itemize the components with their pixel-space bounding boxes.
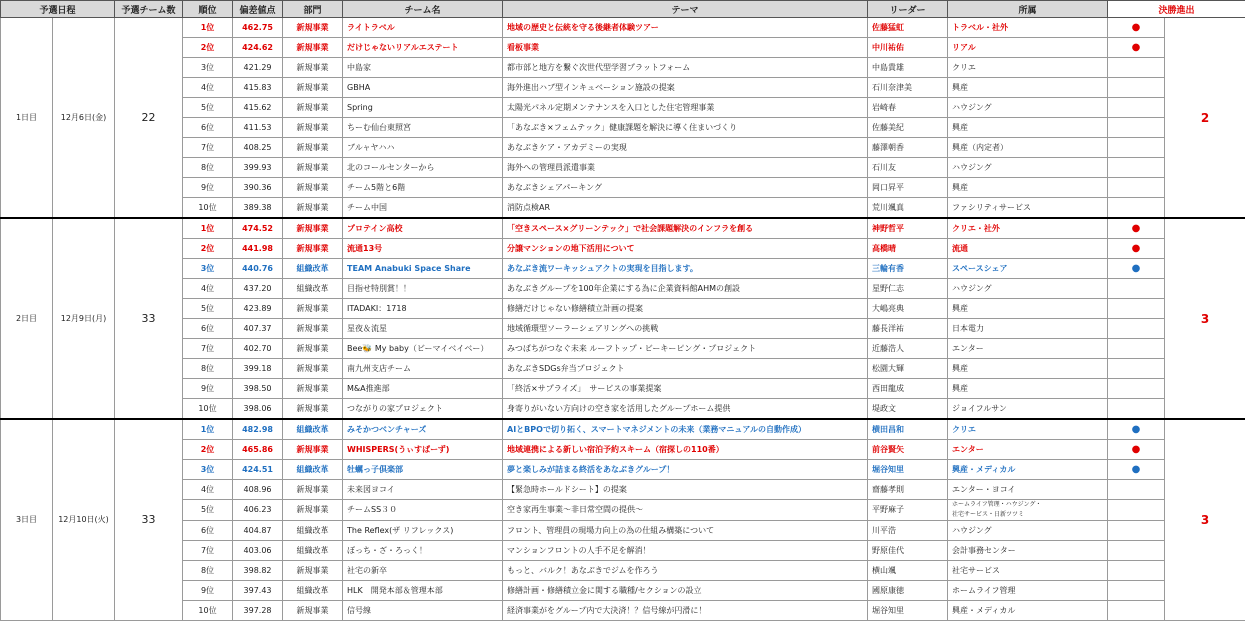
theme-cell: 分譲マンションの地下活用について	[503, 239, 868, 259]
team-name-cell: GBHA	[343, 78, 503, 98]
header-score: 偏差値点	[233, 1, 283, 18]
dept-cell: 新規事業	[283, 299, 343, 319]
header-leader: リーダー	[868, 1, 948, 18]
affiliation-cell: リアル	[948, 38, 1108, 58]
day-date: 12月10日(火)	[53, 419, 115, 621]
leader-cell: 横山颯	[868, 561, 948, 581]
theme-cell: AIとBPOで切り拓く、スマートマネジメントの未来（業務マニュアルの自動作成）	[503, 419, 868, 440]
leader-cell: 野原佳代	[868, 541, 948, 561]
theme-cell: 修繕だけじゃない修繕積立計画の提案	[503, 299, 868, 319]
dept-cell: 新規事業	[283, 118, 343, 138]
dept-cell: 新規事業	[283, 239, 343, 259]
advance-mark	[1108, 299, 1165, 319]
score-cell: 437.20	[233, 279, 283, 299]
advance-mark: ●	[1108, 440, 1165, 460]
advance-mark	[1108, 58, 1165, 78]
affiliation-cell: ホームライフ管理	[948, 581, 1108, 601]
theme-cell: 地域連携による新しい宿泊予約スキーム（宿探しの110番）	[503, 440, 868, 460]
table-row	[1, 18, 1245, 38]
advance-mark	[1108, 500, 1165, 521]
dept-cell: 組織改革	[283, 541, 343, 561]
rank-cell: 6位	[183, 521, 233, 541]
score-cell: 397.28	[233, 601, 283, 621]
team-name-cell: 社宅の新卒	[343, 561, 503, 581]
header-advance: 決勝進出	[1108, 1, 1245, 18]
advance-mark	[1108, 379, 1165, 399]
day-team-count: 33	[115, 218, 183, 419]
dept-cell: 新規事業	[283, 58, 343, 78]
score-cell: 423.89	[233, 299, 283, 319]
affiliation-cell: 興産	[948, 178, 1108, 198]
theme-cell: フロント、管理員の現場力向上の為の仕組み構築について	[503, 521, 868, 541]
team-name-cell: みそかつベンチャーズ	[343, 419, 503, 440]
dept-cell: 組織改革	[283, 581, 343, 601]
table-row	[1, 118, 1245, 138]
table-row	[1, 198, 1245, 219]
table-row	[1, 440, 1245, 460]
rank-cell: 4位	[183, 78, 233, 98]
score-cell: 398.50	[233, 379, 283, 399]
score-cell: 398.82	[233, 561, 283, 581]
leader-cell: 堤政文	[868, 399, 948, 420]
table-row	[1, 521, 1245, 541]
advance-mark: ●	[1108, 259, 1165, 279]
rank-cell: 3位	[183, 58, 233, 78]
table-row	[1, 218, 1245, 239]
score-cell: 421.29	[233, 58, 283, 78]
score-cell: 397.43	[233, 581, 283, 601]
day-date: 12月9日(月)	[53, 218, 115, 419]
team-name-cell: チーム中国	[343, 198, 503, 219]
advance-mark: ●	[1108, 18, 1165, 38]
theme-cell: 修繕計画・修繕積立金に関する職種/セクションの設立	[503, 581, 868, 601]
team-name-cell: だけじゃないリアルエステート	[343, 38, 503, 58]
theme-cell: 「終活×サプライズ」 サービスの事業提案	[503, 379, 868, 399]
header-team-count: 予選チーム数	[115, 1, 183, 18]
day-team-count: 22	[115, 18, 183, 219]
leader-cell: 神野哲平	[868, 218, 948, 239]
advance-mark	[1108, 178, 1165, 198]
dept-cell: 組織改革	[283, 259, 343, 279]
score-cell: 399.18	[233, 359, 283, 379]
rank-cell: 2位	[183, 440, 233, 460]
table-row	[1, 58, 1245, 78]
leader-cell: 佐藤美紀	[868, 118, 948, 138]
dept-cell: 新規事業	[283, 399, 343, 420]
table-row	[1, 38, 1245, 58]
theme-cell: 海外への管理員派遣事業	[503, 158, 868, 178]
affiliation-line-2: 社宅サービス・日新ツツミ	[952, 511, 1025, 518]
leader-cell: 堀谷知里	[868, 460, 948, 480]
team-name-cell: ブルャヤハハ	[343, 138, 503, 158]
affiliation-cell: 興産	[948, 118, 1108, 138]
rank-cell: 5位	[183, 98, 233, 118]
table-row	[1, 541, 1245, 561]
theme-cell: 夢と楽しみが詰まる終活をあなぶきグループ！	[503, 460, 868, 480]
advance-mark: ●	[1108, 419, 1165, 440]
team-name-cell: HLK 開発本部＆管理本部	[343, 581, 503, 601]
rank-cell: 10位	[183, 198, 233, 219]
affiliation-cell: ハウジング	[948, 279, 1108, 299]
rank-cell: 2位	[183, 239, 233, 259]
score-cell: 390.36	[233, 178, 283, 198]
rank-cell: 6位	[183, 319, 233, 339]
affiliation-cell: エンター	[948, 339, 1108, 359]
score-cell: 424.51	[233, 460, 283, 480]
score-cell: 415.83	[233, 78, 283, 98]
rank-cell: 1位	[183, 419, 233, 440]
header-team-name: チーム名	[343, 1, 503, 18]
rank-cell: 8位	[183, 359, 233, 379]
team-name-cell: チームSS３０	[343, 500, 503, 521]
advance-mark	[1108, 399, 1165, 420]
advance-mark	[1108, 480, 1165, 500]
table-row	[1, 581, 1245, 601]
team-name-cell: TEAM Anabuki Space Share	[343, 259, 503, 279]
theme-cell: 【緊急時ホールドシート】の提案	[503, 480, 868, 500]
theme-cell: もっと、バルク！あなぶきでジムを作ろう	[503, 561, 868, 581]
header-dept: 部門	[283, 1, 343, 18]
advance-mark	[1108, 138, 1165, 158]
advance-mark	[1108, 541, 1165, 561]
table-row	[1, 178, 1245, 198]
score-cell: 399.93	[233, 158, 283, 178]
affiliation-cell: ハウジング	[948, 521, 1108, 541]
leader-cell: 岡口昇平	[868, 178, 948, 198]
theme-cell: 「あなぶき×フェムテック」健康課題を解決に導く住まいづくり	[503, 118, 868, 138]
leader-cell: 齋藤孝則	[868, 480, 948, 500]
advance-mark	[1108, 118, 1165, 138]
table-row	[1, 299, 1245, 319]
team-name-cell: 中島家	[343, 58, 503, 78]
theme-cell: あなぶき流ワーキッシュアクトの実現を目指します。	[503, 259, 868, 279]
dept-cell: 新規事業	[283, 198, 343, 219]
results-body	[1, 18, 1245, 621]
dept-cell: 新規事業	[283, 339, 343, 359]
team-name-cell: 北のコールセンターから	[343, 158, 503, 178]
rank-cell: 4位	[183, 279, 233, 299]
dept-cell: 組織改革	[283, 521, 343, 541]
affiliation-cell: エンター・ヨコイ	[948, 480, 1108, 500]
score-cell: 408.96	[233, 480, 283, 500]
leader-cell: 横田昌和	[868, 419, 948, 440]
rank-cell: 5位	[183, 500, 233, 521]
header-affiliation: 所属	[948, 1, 1108, 18]
theme-cell: 消防点検AR	[503, 198, 868, 219]
score-cell: 482.98	[233, 419, 283, 440]
advance-mark: ●	[1108, 239, 1165, 259]
rank-cell: 6位	[183, 118, 233, 138]
dept-cell: 新規事業	[283, 18, 343, 38]
team-name-cell: ぼっち・ざ・ろっく！	[343, 541, 503, 561]
leader-cell: 近藤浩人	[868, 339, 948, 359]
advance-mark	[1108, 581, 1165, 601]
dept-cell: 組織改革	[283, 419, 343, 440]
team-name-cell: 未来図ヨコイ	[343, 480, 503, 500]
score-cell: 424.62	[233, 38, 283, 58]
theme-cell: マンションフロントの人手不足を解消！	[503, 541, 868, 561]
rank-cell: 10位	[183, 601, 233, 621]
theme-cell: 経済事業がをグループ内で大決済！？信号線が円滑に！	[503, 601, 868, 621]
affiliation-cell: ハウジング	[948, 98, 1108, 118]
score-cell: 402.70	[233, 339, 283, 359]
team-name-cell: WHISPERS(うぃすぱーず)	[343, 440, 503, 460]
table-row	[1, 239, 1245, 259]
rank-cell: 9位	[183, 581, 233, 601]
theme-cell: 身寄りがいない方向けの空き家を活用したグループホーム提供	[503, 399, 868, 420]
affiliation-cell: ファシリティサービス	[948, 198, 1108, 219]
rank-cell: 10位	[183, 399, 233, 420]
affiliation-cell: クリエ	[948, 419, 1108, 440]
team-name-cell: 信号線	[343, 601, 503, 621]
affiliation-cell	[948, 500, 1108, 521]
theme-cell: あなぶきケア・アカデミーの実現	[503, 138, 868, 158]
team-name-cell: ITADAKI：1718	[343, 299, 503, 319]
dept-cell: 新規事業	[283, 38, 343, 58]
advance-mark	[1108, 198, 1165, 219]
day-label: 1日目	[1, 18, 53, 219]
theme-cell: 地域の歴史と伝統を守る後継者体験ツアー	[503, 18, 868, 38]
dept-cell: 新規事業	[283, 379, 343, 399]
leader-cell: 松園大輝	[868, 359, 948, 379]
affiliation-cell: 興産（内定者）	[948, 138, 1108, 158]
table-row	[1, 379, 1245, 399]
score-cell: 408.25	[233, 138, 283, 158]
score-cell: 440.76	[233, 259, 283, 279]
rank-cell: 1位	[183, 218, 233, 239]
header-date: 予選日程	[1, 1, 115, 18]
rank-cell: 8位	[183, 158, 233, 178]
advance-mark	[1108, 158, 1165, 178]
team-name-cell: ちーむ仙台東照宮	[343, 118, 503, 138]
leader-cell: 岩崎春	[868, 98, 948, 118]
day-label: 2日目	[1, 218, 53, 419]
rank-cell: 4位	[183, 480, 233, 500]
affiliation-cell: クリエ・社外	[948, 218, 1108, 239]
advance-mark	[1108, 319, 1165, 339]
dept-cell: 新規事業	[283, 178, 343, 198]
leader-cell: 西田龍成	[868, 379, 948, 399]
advance-mark	[1108, 279, 1165, 299]
affiliation-cell: ハウジング	[948, 158, 1108, 178]
rank-cell: 2位	[183, 38, 233, 58]
leader-cell: 荒川颯真	[868, 198, 948, 219]
advance-count: 3	[1165, 218, 1245, 419]
team-name-cell: つながりの家プロジェクト	[343, 399, 503, 420]
rank-cell: 7位	[183, 138, 233, 158]
rank-cell: 9位	[183, 178, 233, 198]
dept-cell: 新規事業	[283, 561, 343, 581]
score-cell: 474.52	[233, 218, 283, 239]
leader-cell: 石川友	[868, 158, 948, 178]
advance-count: 3	[1165, 419, 1245, 621]
advance-mark	[1108, 98, 1165, 118]
advance-mark: ●	[1108, 38, 1165, 58]
score-cell: 441.98	[233, 239, 283, 259]
team-name-cell: 流通13号	[343, 239, 503, 259]
affiliation-cell: 会計事務センター	[948, 541, 1108, 561]
leader-cell: 三輪有香	[868, 259, 948, 279]
leader-cell: 中川祐佑	[868, 38, 948, 58]
rank-cell: 3位	[183, 259, 233, 279]
affiliation-cell: 興産	[948, 379, 1108, 399]
affiliation-cell: 興産	[948, 359, 1108, 379]
table-row	[1, 419, 1245, 440]
score-cell: 462.75	[233, 18, 283, 38]
dept-cell: 組織改革	[283, 279, 343, 299]
theme-cell: 地域循環型ソーラーシェアリングへの挑戦	[503, 319, 868, 339]
advance-mark	[1108, 521, 1165, 541]
team-name-cell: The Reflex(ザ リフレックス)	[343, 521, 503, 541]
advance-mark	[1108, 561, 1165, 581]
affiliation-cell: 興産・メディカル	[948, 601, 1108, 621]
affiliation-cell: ジョイフルサン	[948, 399, 1108, 420]
theme-cell: あなぶきシェアパーキング	[503, 178, 868, 198]
team-name-cell: 南九州支店チーム	[343, 359, 503, 379]
affiliation-cell: 流通	[948, 239, 1108, 259]
theme-cell: 海外進出ハブ型インキュベーション施設の提案	[503, 78, 868, 98]
day-label: 3日目	[1, 419, 53, 621]
table-row	[1, 138, 1245, 158]
table-row	[1, 279, 1245, 299]
table-row	[1, 460, 1245, 480]
rank-cell: 8位	[183, 561, 233, 581]
header-rank: 順位	[183, 1, 233, 18]
table-row	[1, 98, 1245, 118]
affiliation-cell: トラベル・社外	[948, 18, 1108, 38]
team-name-cell: Spring	[343, 98, 503, 118]
table-row	[1, 480, 1245, 500]
dept-cell: 新規事業	[283, 138, 343, 158]
score-cell: 398.06	[233, 399, 283, 420]
rank-cell: 1位	[183, 18, 233, 38]
rank-cell: 5位	[183, 299, 233, 319]
leader-cell: 高橋晴	[868, 239, 948, 259]
dept-cell: 新規事業	[283, 359, 343, 379]
score-cell: 465.86	[233, 440, 283, 460]
affiliation-cell: 興産	[948, 78, 1108, 98]
leader-cell: 前谷賢矢	[868, 440, 948, 460]
leader-cell: 大嶋亮典	[868, 299, 948, 319]
team-name-cell: ライトラベル	[343, 18, 503, 38]
day-date: 12月6日(金)	[53, 18, 115, 219]
header-theme: テーマ	[503, 1, 868, 18]
leader-cell: 石川奈津美	[868, 78, 948, 98]
team-name-cell: 星夜＆流星	[343, 319, 503, 339]
affiliation-line-1: ホームライフ管理・ハウジング・	[952, 501, 1042, 508]
score-cell: 406.23	[233, 500, 283, 521]
affiliation-cell: 興産	[948, 299, 1108, 319]
dept-cell: 組織改革	[283, 460, 343, 480]
leader-cell: 川平浩	[868, 521, 948, 541]
leader-cell: 藤長洋祐	[868, 319, 948, 339]
score-cell: 403.06	[233, 541, 283, 561]
team-name-cell: 牡蠣っ子倶楽部	[343, 460, 503, 480]
advance-mark: ●	[1108, 460, 1165, 480]
dept-cell: 新規事業	[283, 480, 343, 500]
dept-cell: 新規事業	[283, 440, 343, 460]
affiliation-cell: 日本電力	[948, 319, 1108, 339]
score-cell: 407.37	[233, 319, 283, 339]
affiliation-cell: 興産・メディカル	[948, 460, 1108, 480]
header-row	[1, 1, 1245, 18]
theme-cell: 看板事業	[503, 38, 868, 58]
leader-cell: 平野麻子	[868, 500, 948, 521]
team-name-cell: チーム5階と6階	[343, 178, 503, 198]
dept-cell: 新規事業	[283, 78, 343, 98]
advance-mark	[1108, 78, 1165, 98]
leader-cell: 藤澤朝香	[868, 138, 948, 158]
score-cell: 389.38	[233, 198, 283, 219]
theme-cell: 空き家再生事業〜非日常空間の提供〜	[503, 500, 868, 521]
dept-cell: 新規事業	[283, 500, 343, 521]
table-row	[1, 561, 1245, 581]
dept-cell: 新規事業	[283, 158, 343, 178]
advance-count: 2	[1165, 18, 1245, 219]
rank-cell: 7位	[183, 339, 233, 359]
score-cell: 404.87	[233, 521, 283, 541]
table-row	[1, 259, 1245, 279]
team-name-cell: 目指せ特別賞！！	[343, 279, 503, 299]
table-row	[1, 339, 1245, 359]
team-name-cell: プロテイン高校	[343, 218, 503, 239]
affiliation-cell: エンター	[948, 440, 1108, 460]
rank-cell: 3位	[183, 460, 233, 480]
advance-mark	[1108, 359, 1165, 379]
affiliation-cell: 社宅サービス	[948, 561, 1108, 581]
dept-cell: 新規事業	[283, 601, 343, 621]
table-row	[1, 319, 1245, 339]
dept-cell: 新規事業	[283, 319, 343, 339]
table-row	[1, 500, 1245, 521]
theme-cell: 太陽光パネル定期メンテナンスを入口とした住宅管理事業	[503, 98, 868, 118]
dept-cell: 新規事業	[283, 218, 343, 239]
advance-mark	[1108, 601, 1165, 621]
advance-mark	[1108, 339, 1165, 359]
advance-mark: ●	[1108, 218, 1165, 239]
dept-cell: 新規事業	[283, 98, 343, 118]
leader-cell: 國原康徳	[868, 581, 948, 601]
theme-cell: あなぶきグループを100年企業にする為に企業資料館AHMの創設	[503, 279, 868, 299]
table-row	[1, 158, 1245, 178]
day-team-count: 33	[115, 419, 183, 621]
theme-cell: あなぶきSDGs弁当プロジェクト	[503, 359, 868, 379]
table-row	[1, 601, 1245, 621]
theme-cell: 都市部と地方を繋ぐ次世代型学習プラットフォーム	[503, 58, 868, 78]
score-cell: 415.62	[233, 98, 283, 118]
score-cell: 411.53	[233, 118, 283, 138]
affiliation-cell: クリエ	[948, 58, 1108, 78]
team-name-cell: M&A推進部	[343, 379, 503, 399]
leader-cell: 星野仁志	[868, 279, 948, 299]
team-name-cell: Bee🐝 My baby（ビーマイベイベー）	[343, 339, 503, 359]
rank-cell: 9位	[183, 379, 233, 399]
rank-cell: 7位	[183, 541, 233, 561]
theme-cell: 「空きスペース×グリーンテック」で社会課題解決のインフラを創る	[503, 218, 868, 239]
affiliation-cell: スペースシェア	[948, 259, 1108, 279]
leader-cell: 中島貴雄	[868, 58, 948, 78]
theme-cell: みつばちがつなぐ未来 ルーフトップ・ビーキーピング・プロジェクト	[503, 339, 868, 359]
leader-cell: 堀谷知里	[868, 601, 948, 621]
table-row	[1, 399, 1245, 420]
table-row	[1, 78, 1245, 98]
leader-cell: 佐藤猛虹	[868, 18, 948, 38]
table-row	[1, 359, 1245, 379]
